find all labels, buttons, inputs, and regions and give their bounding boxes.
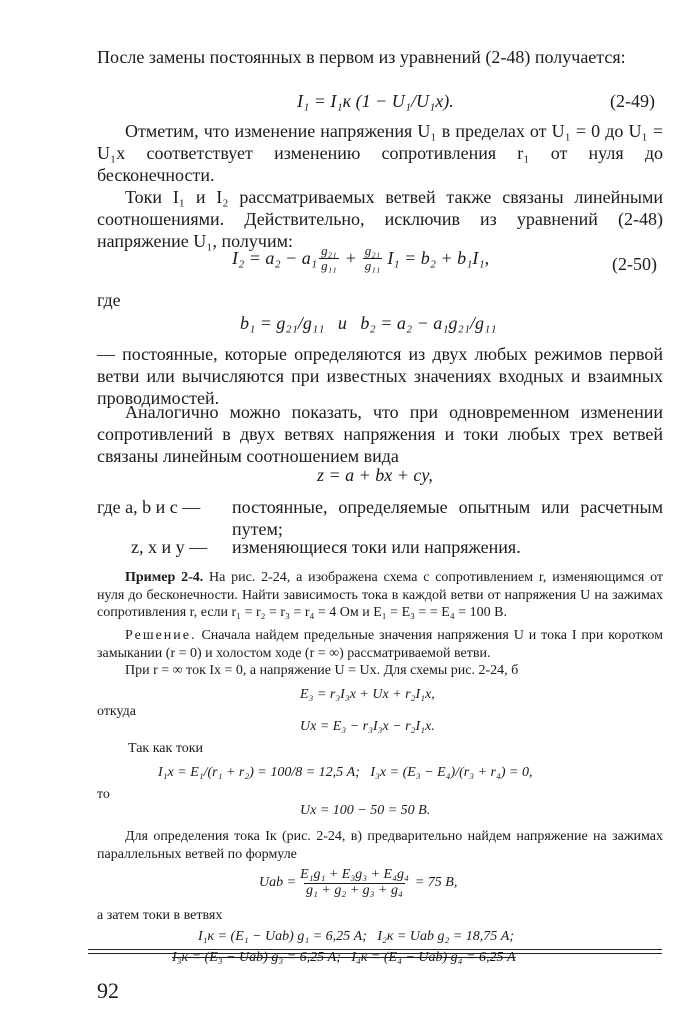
eq250-frac1-den: g₁₁: [321, 257, 337, 273]
uab-den: g₁ + g₂ + g₃ + g₄: [306, 882, 403, 898]
where-label-1: где: [97, 290, 121, 310]
eq250-fraction-2: [363, 244, 383, 272]
whence-label: откуда: [97, 704, 136, 719]
equation-i1k-i2k: I₁к = (E₁ − Uab) g₁ = 6,25 А; I₂к = Uab g₂ = 18,75 А;: [198, 929, 515, 944]
example-text: На рис. 2-24, а изображена схема с сопротивлением r, изменяющимся от нуля до бесконечности. Найти зависимость тока в каждой ветви от напряжения U на зажимах сопротивления r, если r₁ = r₂ = r₃ = r₄ = 4 Ом и E₁ = E₃ = = E₄ = 100 В.: [97, 570, 663, 620]
definition-abc-text: постоянные, определяемые опытным или расчетным путем;: [232, 497, 663, 539]
eq250-lhs: I₂ = a₂ − a₁: [232, 248, 318, 269]
equation-b-coefficients: b₁ = g₂₁/g₁₁ и b₂ = a₂ − a₁g₂₁/g₁₁: [240, 313, 497, 333]
since-currents-label: Так как токи: [128, 741, 204, 756]
example-2-4: [97, 569, 663, 622]
eq250-rhs: I₁ = b₂ + b₁I₁,: [387, 248, 490, 269]
paragraph-short-circuit-current: Для определения тока Iк (рис. 2-24, в) предварительно найдем напряжение на зажимах параллельных ветвей по формуле: [97, 829, 663, 862]
paragraph-intro: После замены постоянных в первом из уравнений (2-48) получается:: [97, 47, 626, 67]
eq250-frac2-num: g₂₁: [364, 243, 381, 258]
paragraph-voltage-change: Отметим, что изменение напряжения U₁ в пределах от U₁ = 0 до U₁ = U₁х соответствует изменению сопротивления r₁ от нуля до бесконечности.: [97, 121, 663, 185]
equation-z: z = a + bx + cy,: [317, 465, 433, 485]
eq250-plus: +: [344, 248, 357, 269]
equation-2-50: [232, 244, 489, 272]
and-then-label: а затем токи в ветвях: [97, 908, 223, 923]
solution-text: Сначала найдем предельные значения напряжения U и тока I при коротком замыкании (r = 0) и холостом ходе (r = ∞) рассматриваемой ветви.: [97, 628, 663, 661]
equation-2-49: I₁ = I₁к (1 − U₁/U₁х).: [297, 91, 454, 111]
solution-open-circuit: При r = ∞ ток Iх = 0, а напряжение U = Uх. Для схемы рис. 2-24, б: [125, 663, 519, 678]
uab-num: E₁g₁ + E₃g₃ + E₄g₄: [300, 867, 409, 882]
equation-ux: Uх = E₃ − r₃I₃х − r₂I₁х.: [300, 719, 435, 734]
equation-i1x-i3x: I₁х = E₁/(r₁ + r₂) = 100/8 = 12,5 А; I₃х = (E₃ − E₄)/(r₃ + r₄) = 0,: [158, 765, 533, 780]
equation-ux-value: Uх = 100 − 50 = 50 В.: [300, 803, 431, 818]
example-title: Пример 2-4.: [125, 570, 204, 585]
equation-number-2-50: (2-50): [612, 254, 657, 274]
eq250-frac1-num: g₂₁: [321, 243, 337, 258]
paragraph-constants: — постоянные, которые определяются из двух любых режимов первой ветви или вычисляются при известных значениях входных и взаимных проводимостей.: [97, 344, 663, 408]
eq250-fraction-1: [319, 244, 339, 272]
equation-number-2-49: (2-49): [610, 91, 655, 111]
uab-fraction: [298, 868, 411, 898]
uab-rhs: = 75 В,: [414, 875, 458, 891]
page-number: 92: [97, 978, 119, 1003]
definition-zxy-lead: z, x и y —: [131, 537, 208, 557]
equation-i3k-i4k: I₃к = (E₃ − Uab) g₃ = 6,25 А; I₄к = (E₄ − Uab) g₄ = 6,25 А: [172, 950, 516, 965]
solution-title: Решение.: [125, 628, 197, 643]
eq250-frac2-den: g₁₁: [364, 257, 381, 273]
equation-e3: E₃ = r₃I₃х + Uх + r₂I₁х,: [300, 687, 435, 702]
paragraph-linear-relations: Токи I₁ и I₂ рассматриваемых ветвей также связаны линейными соотношениями. Действительно, исключив из уравнений (2-48) напряжение U₁, получим:: [97, 187, 663, 251]
paragraph-analogy: Аналогично можно показать, что при одновременном изменении сопротивлений в двух ветвях напряжения и токи любых трех ветвей связаны линейным соотношением вида: [97, 402, 663, 466]
solution-paragraph: [97, 627, 663, 662]
equation-uab: [259, 868, 457, 898]
then-label: то: [97, 787, 110, 802]
definition-abc-lead: где a, b и c —: [97, 497, 201, 517]
definition-zxy-text: изменяющиеся токи или напряжения.: [232, 537, 521, 557]
uab-lhs: Uab =: [259, 875, 297, 891]
